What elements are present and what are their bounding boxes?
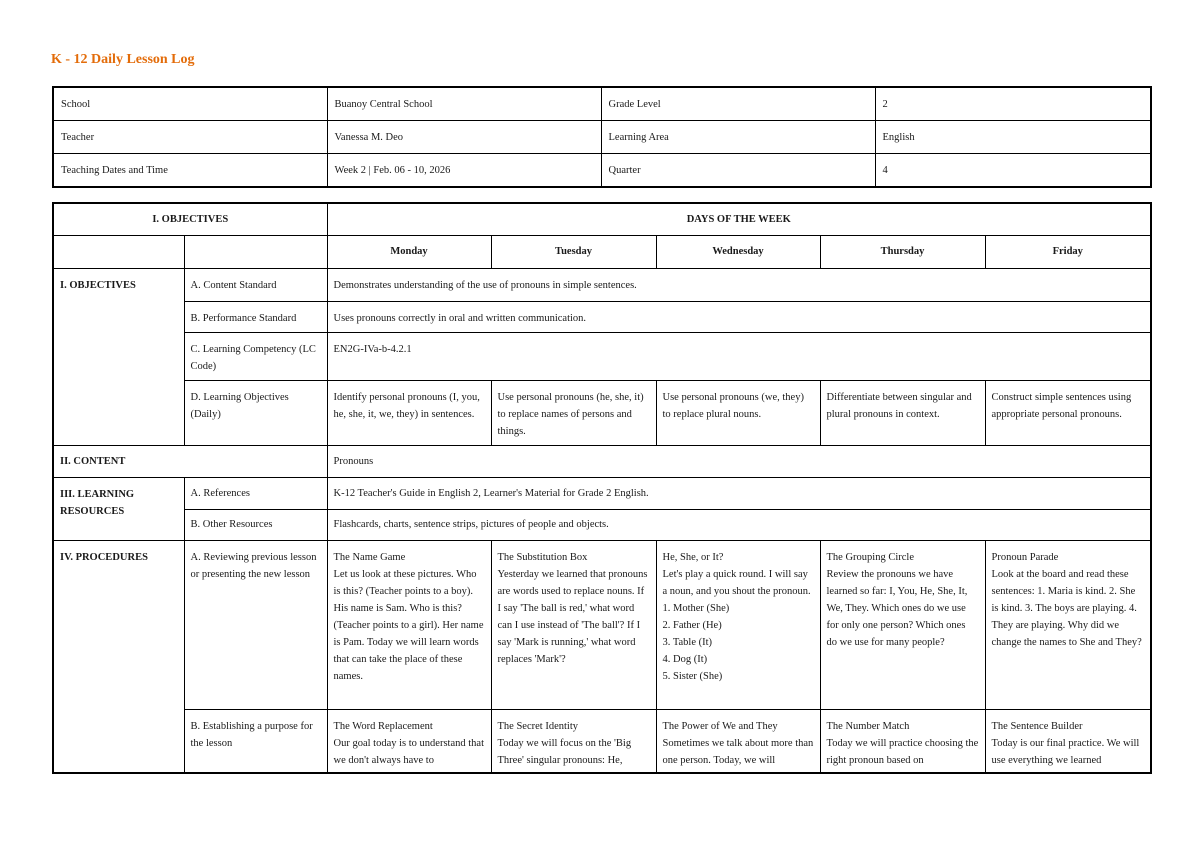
grade-label: Grade Level	[601, 87, 875, 121]
info-row-teacher	[53, 121, 1151, 154]
other-resources-value: Flashcards, charts, sentence strips, pictures of people and objects.	[327, 509, 1151, 540]
dates-value: Week 2 | Feb. 06 - 10, 2026	[327, 154, 601, 188]
purpose-tuesday-title: The Secret Identity	[497, 720, 578, 732]
objective-monday: Identify personal pronouns (I, you, he, she, it, we, they) in sentences.	[327, 380, 491, 445]
purpose-tuesday	[491, 709, 656, 773]
review-friday-body: Look at the board and read these sentences: 1. Maria is kind. 2. She is kind. 3. The boys are playing. 4. They are playing. Why did we change the names to She and They?	[991, 568, 1142, 648]
dates-label: Teaching Dates and Time	[53, 154, 327, 188]
purpose-monday-title: The Word Replacement	[333, 720, 433, 732]
purpose-monday-body: Our goal today is to understand that we don't always have to	[333, 737, 484, 766]
review-tuesday	[491, 540, 656, 709]
section-content: II. CONTENT	[53, 445, 327, 477]
day-monday: Monday	[327, 235, 491, 268]
objectives-header: I. OBJECTIVES	[53, 203, 327, 235]
header-row	[53, 203, 1151, 235]
purpose-monday	[327, 709, 491, 773]
school-value: Buanoy Central School	[327, 87, 601, 121]
info-row-school	[53, 87, 1151, 121]
performance-standard-value: Uses pronouns correctly in oral and written communication.	[327, 301, 1151, 332]
review-wednesday-item: 3. Table (It)	[662, 636, 713, 648]
daily-log-table	[52, 202, 1152, 774]
competency-value: EN2G-IVa-b-4.2.1	[327, 332, 1151, 380]
section-procedures: IV. PROCEDURES	[53, 540, 184, 773]
review-wednesday-item: 2. Father (He)	[662, 619, 722, 631]
daily-objectives-label: D. Learning Objectives (Daily)	[184, 380, 327, 445]
content-standard-value: Demonstrates understanding of the use of pronouns in simple sentences.	[327, 268, 1151, 301]
content-standard-row	[53, 268, 1151, 301]
info-table	[52, 86, 1152, 188]
day-thursday: Thursday	[820, 235, 985, 268]
purpose-tuesday-body: Today we will focus on the 'Big Three' singular pronouns: He,	[497, 737, 632, 766]
review-monday-title: The Name Game	[333, 551, 406, 563]
purpose-row	[53, 709, 1151, 773]
day-friday: Friday	[985, 235, 1151, 268]
daily-objectives-row	[53, 380, 1151, 445]
content-value: Pronouns	[327, 445, 1151, 477]
objective-thursday: Differentiate between singular and plural pronouns in context.	[820, 380, 985, 445]
purpose-thursday	[820, 709, 985, 773]
purpose-wednesday-body: Sometimes we talk about more than one person. Today, we will	[662, 737, 814, 766]
performance-standard-label: B. Performance Standard	[184, 301, 327, 332]
content-standard-label: A. Content Standard	[184, 268, 327, 301]
days-header: DAYS OF THE WEEK	[327, 203, 1151, 235]
competency-label: C. Learning Competency (LC Code)	[184, 332, 327, 380]
empty-cell	[53, 235, 184, 268]
review-wednesday-title: He, She, or It?	[662, 551, 724, 563]
quarter-value: 4	[875, 154, 1151, 188]
school-label: School	[53, 87, 327, 121]
days-row	[53, 235, 1151, 268]
review-wednesday-item: 4. Dog (It)	[662, 653, 708, 665]
review-wednesday-item: 1. Mother (She)	[662, 602, 730, 614]
day-tuesday: Tuesday	[491, 235, 656, 268]
review-thursday-body: Review the pronouns we have learned so far: I, You, He, She, It, We, They. Which ones do we use for only one person? Which ones do we use for many people?	[826, 568, 968, 648]
review-wednesday-body: Let's play a quick round. I will say a noun, and you shout the pronoun.	[662, 568, 811, 597]
purpose-thursday-body: Today we will practice choosing the right pronoun based on	[826, 737, 979, 766]
review-monday	[327, 540, 491, 709]
review-row	[53, 540, 1151, 709]
purpose-friday-title: The Sentence Builder	[991, 720, 1083, 732]
teacher-label: Teacher	[53, 121, 327, 154]
references-row	[53, 477, 1151, 509]
document-title: K - 12 Daily Lesson Log	[51, 52, 195, 67]
quarter-label: Quarter	[601, 154, 875, 188]
purpose-thursday-title: The Number Match	[826, 720, 910, 732]
section-resources: III. LEARNING RESOURCES	[53, 477, 184, 540]
review-monday-body: Let us look at these pictures. Who is this? (Teacher points to a boy). His name is Sam. Who is this? (Teacher points to a girl). Her name is Pam. Today we will learn words that can take the place of these names.	[333, 568, 484, 682]
review-tuesday-body: Yesterday we learned that pronouns are words used to replace nouns. If I say 'The ball is red,' what word can I use instead of 'The ball'? If I say 'Mark is running,' what word replaces 'Mark'?	[497, 568, 648, 665]
review-wednesday-item: 5. Sister (She)	[662, 670, 723, 682]
area-value: English	[875, 121, 1151, 154]
other-resources-row	[53, 509, 1151, 540]
references-label: A. References	[184, 477, 327, 509]
purpose-friday	[985, 709, 1151, 773]
day-wednesday: Wednesday	[656, 235, 820, 268]
info-row-dates	[53, 154, 1151, 188]
purpose-friday-body: Today is our final practice. We will use everything we learned	[991, 737, 1140, 766]
purpose-wednesday-title: The Power of We and They	[662, 720, 778, 732]
grade-value: 2	[875, 87, 1151, 121]
review-thursday-title: The Grouping Circle	[826, 551, 914, 563]
review-friday-title: Pronoun Parade	[991, 551, 1059, 563]
content-row	[53, 445, 1151, 477]
review-tuesday-title: The Substitution Box	[497, 551, 588, 563]
competency-row	[53, 332, 1151, 380]
performance-standard-row	[53, 301, 1151, 332]
section-objectives: I. OBJECTIVES	[53, 268, 184, 445]
references-value: K-12 Teacher's Guide in English 2, Learner's Material for Grade 2 English.	[327, 477, 1151, 509]
objective-wednesday: Use personal pronouns (we, they) to replace plural nouns.	[656, 380, 820, 445]
empty-cell	[184, 235, 327, 268]
area-label: Learning Area	[601, 121, 875, 154]
review-thursday	[820, 540, 985, 709]
review-friday	[985, 540, 1151, 709]
review-wednesday	[656, 540, 820, 709]
teacher-value: Vanessa M. Deo	[327, 121, 601, 154]
review-label: A. Reviewing previous lesson or presenting the new lesson	[184, 540, 327, 709]
purpose-label: B. Establishing a purpose for the lesson	[184, 709, 327, 773]
objective-tuesday: Use personal pronouns (he, she, it) to replace names of persons and things.	[491, 380, 656, 445]
other-resources-label: B. Other Resources	[184, 509, 327, 540]
purpose-wednesday	[656, 709, 820, 773]
objective-friday: Construct simple sentences using appropriate personal pronouns.	[985, 380, 1151, 445]
